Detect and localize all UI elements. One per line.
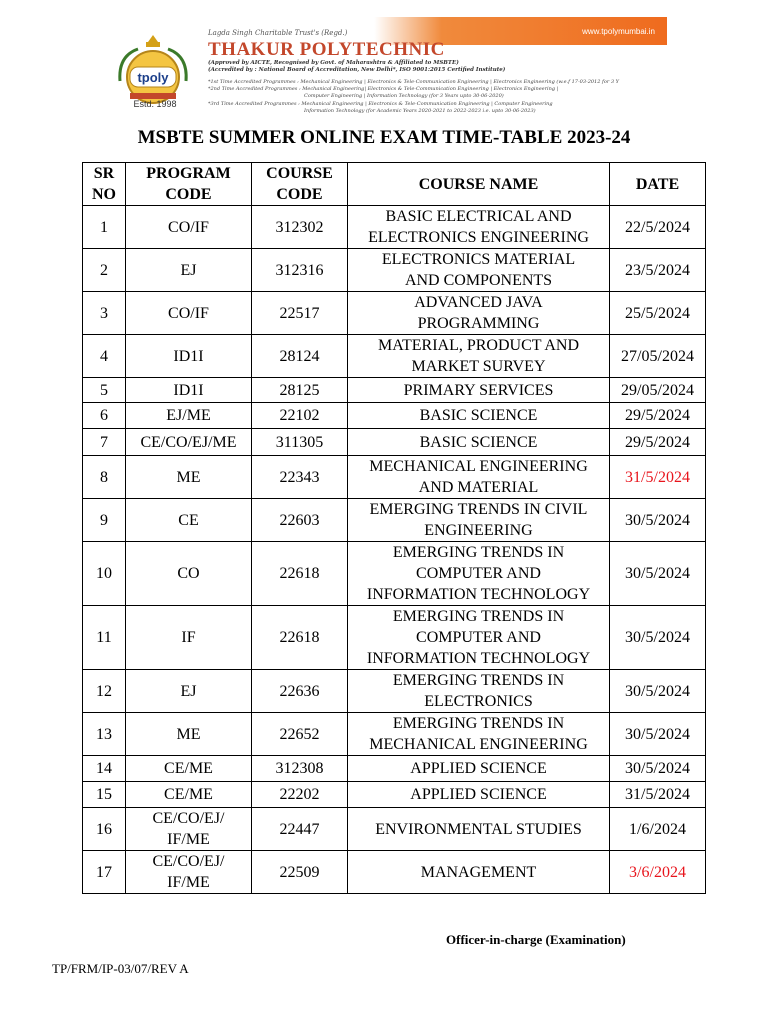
cell-course-name: APPLIED SCIENCE [348, 782, 610, 808]
cell-program-code: CO [126, 542, 252, 606]
trust-line: Lagda Singh Charitable Trust's (Regd.) [208, 29, 348, 37]
cell-program-code: EJ [126, 249, 252, 292]
cell-date: 29/5/2024 [610, 403, 706, 429]
cell-program-code: CE/CO/EJ/ IF/ME [126, 851, 252, 894]
cell-course-name: ENVIRONMENTAL STUDIES [348, 808, 610, 851]
accreditation-line: *1st Time Accredited Programmes : Mechanical Engineering | Electronics & Tele-Communication Engineering | Electronics Engineering (w.e.f 17-03-2012 for 3 Y [208, 79, 619, 85]
website-text: www.tpolymumbai.in [582, 27, 655, 36]
cell-program-code: CO/IF [126, 206, 252, 249]
cell-course-code: 312302 [252, 206, 348, 249]
cell-program-code: IF [126, 606, 252, 670]
cell-date: 30/5/2024 [610, 542, 706, 606]
header-course-name: COURSE NAME [348, 163, 610, 206]
cell-sr-no: 2 [83, 249, 126, 292]
cell-date: 31/5/2024 [610, 782, 706, 808]
cell-course-code: 312308 [252, 756, 348, 782]
cell-course-name: APPLIED SCIENCE [348, 756, 610, 782]
cell-sr-no: 11 [83, 606, 126, 670]
table-row [83, 206, 706, 249]
cell-date: 30/5/2024 [610, 756, 706, 782]
cell-date: 30/5/2024 [610, 606, 706, 670]
cell-date: 1/6/2024 [610, 808, 706, 851]
table-row [83, 542, 706, 606]
officer-signature-label: Officer-in-charge (Examination) [446, 932, 626, 947]
cell-course-code: 22447 [252, 808, 348, 851]
cell-course-code: 22636 [252, 670, 348, 713]
table-row [83, 808, 706, 851]
cell-sr-no: 8 [83, 456, 126, 499]
cell-date: 3/6/2024 [610, 851, 706, 894]
cell-sr-no: 3 [83, 292, 126, 335]
cell-course-code: 22603 [252, 499, 348, 542]
cell-course-code: 22509 [252, 851, 348, 894]
cell-sr-no: 6 [83, 403, 126, 429]
logo-text: tpoly [137, 70, 169, 85]
cell-sr-no: 5 [83, 378, 126, 403]
cell-course-name: EMERGING TRENDS IN CIVIL ENGINEERING [348, 499, 610, 542]
table-row [83, 670, 706, 713]
cell-sr-no: 13 [83, 713, 126, 756]
cell-course-code: 22102 [252, 403, 348, 429]
form-code: TP/FRM/IP-03/07/REV A [52, 961, 189, 976]
cell-course-name: MATERIAL, PRODUCT AND MARKET SURVEY [348, 335, 610, 378]
cell-date: 27/05/2024 [610, 335, 706, 378]
cell-sr-no: 9 [83, 499, 126, 542]
cell-course-name: ELECTRONICS MATERIAL AND COMPONENTS [348, 249, 610, 292]
table-header-row [83, 163, 706, 206]
cell-program-code: CE/CO/EJ/ IF/ME [126, 808, 252, 851]
cell-course-code: 28124 [252, 335, 348, 378]
cell-date: 22/5/2024 [610, 206, 706, 249]
cell-course-name: BASIC ELECTRICAL AND ELECTRONICS ENGINEERING [348, 206, 610, 249]
cell-course-name: MANAGEMENT [348, 851, 610, 894]
established-year: Estd. 1998 [133, 99, 177, 109]
timetable-body [83, 206, 706, 894]
cell-course-code: 22618 [252, 542, 348, 606]
header-course-code: COURSE CODE [252, 163, 348, 206]
cell-course-name: ADVANCED JAVA PROGRAMMING [348, 292, 610, 335]
cell-program-code: EJ [126, 670, 252, 713]
cell-date: 30/5/2024 [610, 499, 706, 542]
cell-sr-no: 10 [83, 542, 126, 606]
cell-course-name: BASIC SCIENCE [348, 429, 610, 456]
table-row [83, 851, 706, 894]
header-program-code: PROGRAM CODE [126, 163, 252, 206]
cell-course-code: 22202 [252, 782, 348, 808]
cell-program-code: CE/ME [126, 756, 252, 782]
table-row [83, 378, 706, 403]
table-row [83, 713, 706, 756]
cell-sr-no: 4 [83, 335, 126, 378]
cell-course-code: 22517 [252, 292, 348, 335]
exam-timetable [82, 162, 706, 894]
cell-date: 30/5/2024 [610, 713, 706, 756]
cell-program-code: EJ/ME [126, 403, 252, 429]
cell-program-code: ID1I [126, 378, 252, 403]
cell-program-code: CE [126, 499, 252, 542]
cell-course-code: 22652 [252, 713, 348, 756]
table-row [83, 335, 706, 378]
cell-course-name: EMERGING TRENDS IN COMPUTER AND INFORMATION TECHNOLOGY [348, 542, 610, 606]
cell-date: 30/5/2024 [610, 670, 706, 713]
cell-program-code: CO/IF [126, 292, 252, 335]
cell-course-code: 28125 [252, 378, 348, 403]
cell-course-code: 22343 [252, 456, 348, 499]
table-row [83, 249, 706, 292]
cell-course-code: 22618 [252, 606, 348, 670]
table-row [83, 782, 706, 808]
cell-sr-no: 12 [83, 670, 126, 713]
table-row [83, 429, 706, 456]
cell-date: 31/5/2024 [610, 456, 706, 499]
table-row [83, 456, 706, 499]
cell-course-name: EMERGING TRENDS IN COMPUTER AND INFORMATION TECHNOLOGY [348, 606, 610, 670]
cell-program-code: ID1I [126, 335, 252, 378]
cell-sr-no: 16 [83, 808, 126, 851]
institute-banner [104, 17, 667, 117]
cell-course-name: PRIMARY SERVICES [348, 378, 610, 403]
table-row [83, 756, 706, 782]
cell-sr-no: 7 [83, 429, 126, 456]
cell-date: 29/05/2024 [610, 378, 706, 403]
table-row [83, 499, 706, 542]
cell-program-code: ME [126, 456, 252, 499]
header-date: DATE [610, 163, 706, 206]
cell-course-code: 311305 [252, 429, 348, 456]
cell-date: 23/5/2024 [610, 249, 706, 292]
page-title: MSBTE SUMMER ONLINE EXAM TIME-TABLE 2023-24 [137, 127, 631, 148]
cell-course-code: 312316 [252, 249, 348, 292]
cell-date: 29/5/2024 [610, 429, 706, 456]
cell-sr-no: 15 [83, 782, 126, 808]
accreditation-line: *2nd Time Accredited Programmes : Mechanical Engineering| Electronics & Tele-Communication Engineering | Electronics Engineering | [208, 86, 559, 92]
cell-sr-no: 1 [83, 206, 126, 249]
table-row [83, 292, 706, 335]
header-sr-no: SR NO [83, 163, 126, 206]
accreditation-line: Computer Engineering | Information Technology (for 3 Years upto 30-06-2020) [304, 93, 504, 99]
cell-date: 25/5/2024 [610, 292, 706, 335]
table-row [83, 606, 706, 670]
cell-course-name: EMERGING TRENDS IN ELECTRONICS [348, 670, 610, 713]
cell-sr-no: 14 [83, 756, 126, 782]
approval-text: (Approved by AICTE, Recognised by Govt. of Maharashtra & Affiliated to MSBTE) (Accredited by : National Board of Accreditation, New Delhi*, ISO 9001:2015 Certified Institute) [208, 60, 506, 73]
cell-program-code: CE/CO/EJ/ME [126, 429, 252, 456]
institute-name: THAKUR POLYTECHNIC [208, 39, 445, 60]
table-row [83, 403, 706, 429]
cell-course-name: EMERGING TRENDS IN MECHANICAL ENGINEERING [348, 713, 610, 756]
cell-course-name: BASIC SCIENCE [348, 403, 610, 429]
cell-program-code: ME [126, 713, 252, 756]
cell-program-code: CE/ME [126, 782, 252, 808]
accreditation-line: *3rd Time Accredited Programmes : Mechanical Engineering | Electronics & Tele-Communication Engineering | Computer Engineering [208, 101, 553, 107]
cell-course-name: MECHANICAL ENGINEERING AND MATERIAL [348, 456, 610, 499]
accreditation-line: Information Technology (for Academic Years 2020-2021 to 2022-2023 i.e. upto 30-06-2023) [304, 108, 536, 114]
cell-sr-no: 17 [83, 851, 126, 894]
